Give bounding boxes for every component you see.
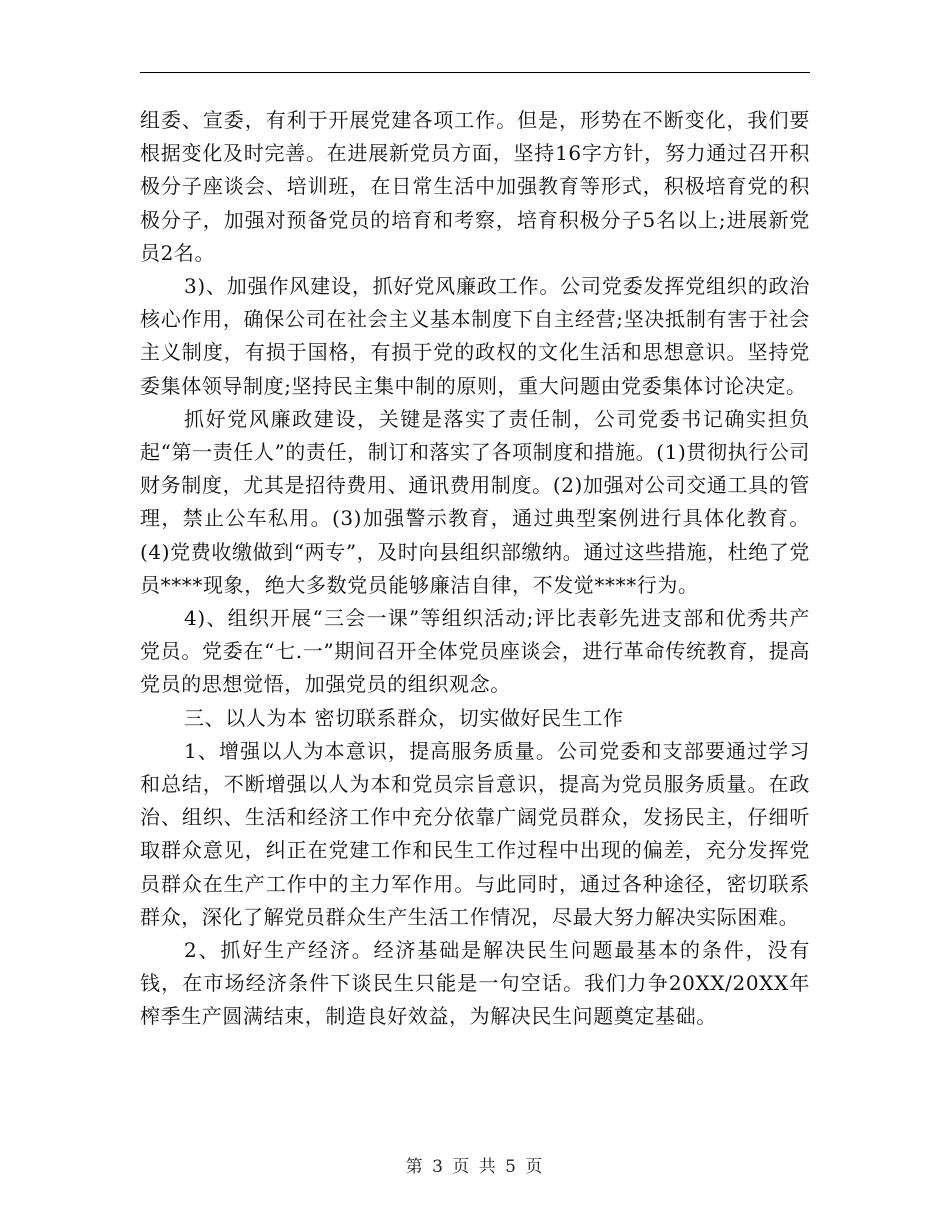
header-rule: [140, 72, 810, 73]
paragraph-people-oriented: 1、增强以人为本意识，提高服务质量。公司党委和支部要通过学习和总结，不断增强以人为本和党员宗旨意识，提高为党员服务质量。在政治、组织、生活和经济工作中充分依靠广阔党员群众，发扬民主，仔细听取群众意见，纠正在党建工作和民生工作过程中出现的偏差，充分发挥党员群众在生产工作中的主力军作用。与此同时，通过各种途径，密切联系群众，深化了解党员群众生产生活工作情况，尽最大努力解决实际困难。: [140, 738, 810, 929]
document-body: [140, 104, 810, 1034]
paragraph-organization-activities: 4)、组织开展“三会一课”等组织活动;评比表彰先进支部和优秀共产党员。党委在“七.一”期间召开全体党员座谈会，进行革命传统教育，提高党员的思想觉悟，加强党员的组织观念。: [140, 606, 810, 697]
paragraph-anti-corruption: 抓好党风廉政建设，关键是落实了责任制，公司党委书记确实担负起“第一责任人”的责任，制订和落实了各项制度和措施。(1)贯彻执行公司财务制度，尤其是招待费用、通讯费用制度。(2)加强对公司交通工具的管理，禁止公车私用。(3)加强警示教育，通过典型案例进行具体化教育。(4)党费收缴做到“两专”，及时向县组织部缴纳。通过这些措施，杜绝了党员****现象，绝大多数党员能够廉洁自律，不发觉****行为。: [140, 406, 810, 597]
page-number-footer: 第 3 页 共 5 页: [405, 1157, 545, 1177]
section-heading: 三、以人为本 密切联系群众，切实做好民生工作: [184, 705, 624, 730]
paragraph-production-economy: 2、抓好生产经济。经济基础是解决民生问题最基本的条件，没有钱，在市场经济条件下谈民生只能是一句空话。我们力争20XX/20XX年榨季生产圆满结束，制造良好效益，为解决民生问题奠定基础。: [140, 938, 810, 1029]
paragraph-continuation: 组委、宣委，有利于开展党建各项工作。但是，形势在不断变化，我们要根据变化及时完善。在进展新党员方面，坚持16字方针，努力通过召开积极分子座谈会、培训班，在日常生活中加强教育等形式，积极培育党的积极分子，加强对预备党员的培育和考察，培育积极分子5名以上;进展新党员2名。: [140, 108, 810, 265]
paragraph-work-style: 3)、加强作风建设，抓好党风廉政工作。公司党委发挥党组织的政治核心作用，确保公司在社会主义基本制度下自主经营;坚决抵制有害于社会主义制度，有损于国格，有损于党的政权的文化生活和思想意识。坚持党委集体领导制度;坚持民主集中制的原则，重大问题由党委集体讨论决定。: [140, 274, 810, 398]
